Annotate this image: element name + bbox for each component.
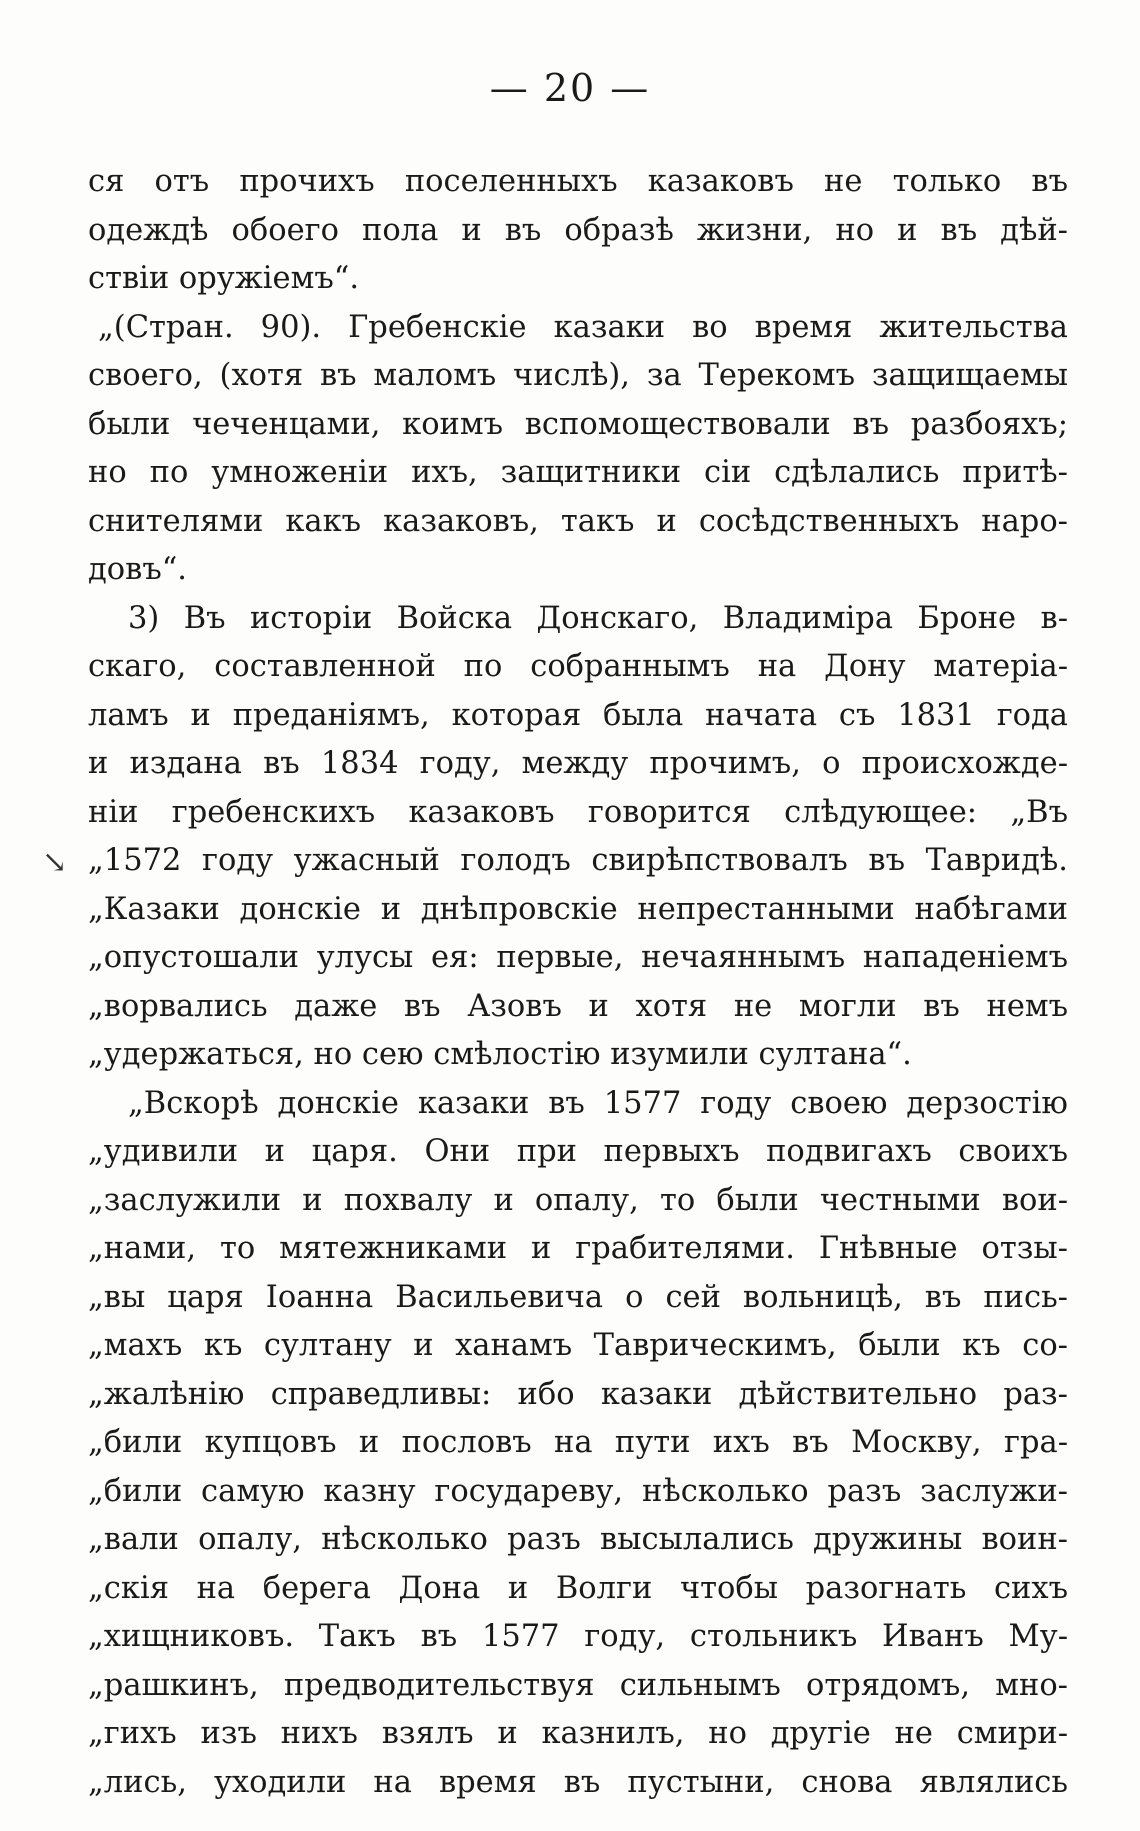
text-line: „опустошали улусы ея: первые, нечаяннымъ нападеніемъ [88, 940, 1068, 975]
text-line: снителями какъ казаковъ, такъ и сосѣдственныхъ наро- [88, 503, 1068, 539]
text-line: „скія на берега Дона и Волги чтобы разогнать сихъ [88, 1570, 1068, 1606]
text-line: „удивили и царя. Они при первыхъ подвигахъ своихъ [88, 1134, 1068, 1169]
text-line: „Вскорѣ донскіе казаки въ 1577 году своею дерзостію [128, 1085, 1068, 1121]
text-line: ствіи оружіемъ“. [88, 261, 360, 296]
text-line: „жалѣнію справедливы: ибо казаки дѣйствительно раз- [88, 1376, 1068, 1412]
text-line: „били купцовъ и пословъ на пути ихъ въ Москву, гра- [88, 1425, 1068, 1460]
text-line: „махъ къ султану и ханамъ Таврическимъ, были къ со- [88, 1328, 1068, 1363]
text-line: ламъ и преданіямъ, которая была начата съ 1831 года [88, 697, 1068, 733]
text-line: „ворвались даже въ Азовъ и хотя не могли въ немъ [88, 988, 1068, 1024]
text-line: „рашкинъ, предводительствуя сильнымъ отрядомъ, мно- [88, 1667, 1068, 1703]
text-line: „вы царя Іоанна Васильевича о сей вольницѣ, въ пись- [88, 1279, 1068, 1315]
text-line: одеждѣ обоего пола и въ образѣ жизни, но и въ дѣй- [88, 212, 1068, 248]
body-text [88, 158, 1068, 1807]
text-line: были чеченцами, коимъ вспомоществовали въ разбояхъ; [88, 406, 1068, 442]
text-line: „заслужили и похвалу и опалу, то были честными вои- [88, 1182, 1068, 1218]
margin-pencil-mark: ↘ [42, 845, 68, 880]
page-number: — 20 — [489, 66, 651, 110]
text-line: „1572 году ужасный голодъ свирѣпствовалъ въ Тавридѣ. [88, 843, 1068, 878]
text-line: довъ“. [88, 552, 188, 587]
text-line: ніи гребенскихъ казаковъ говорится слѣдующее: „Въ [88, 794, 1068, 830]
text-line: „лись, уходили на время въ пустыни, снова являлись [88, 1764, 1068, 1800]
text-line: ся отъ прочихъ поселенныхъ казаковъ не только въ [88, 164, 1068, 199]
text-line: „гихъ изъ нихъ взялъ и казнилъ, но другіе не смири- [88, 1716, 1068, 1751]
text-line: и издана въ 1834 году, между прочимъ, о происхожде- [88, 746, 1068, 781]
text-line: „били самую казну государеву, нѣсколько разъ заслужи- [88, 1473, 1068, 1509]
text-line: „(Стран. 90). Гребенскіе казаки во время жительства [98, 309, 1068, 345]
text-line: скаго, составленной по собраннымъ на Дону матеріа- [88, 649, 1068, 684]
text-line: „удержаться, но сею смѣлостію изумили султана“. [88, 1037, 912, 1072]
text-line: „вали опалу, нѣсколько разъ высылались дружины воин- [88, 1522, 1068, 1557]
text-line: своего, (хотя въ маломъ числѣ), за Терекомъ защищаемы [88, 358, 1068, 393]
text-line: „хищниковъ. Такъ въ 1577 году, стольникъ Иванъ Му- [88, 1619, 1068, 1654]
text-line: 3) Въ исторіи Войска Донскаго, Владиміра Броне в- [128, 600, 1068, 636]
text-line: „Казаки донскіе и днѣпровскіе непрестанными набѣгами [88, 891, 1068, 927]
text-line: но по умноженіи ихъ, защитники сіи сдѣлались притѣ- [88, 455, 1068, 490]
text-line: „нами, то мятежниками и грабителями. Гнѣвные отзы- [88, 1231, 1068, 1266]
